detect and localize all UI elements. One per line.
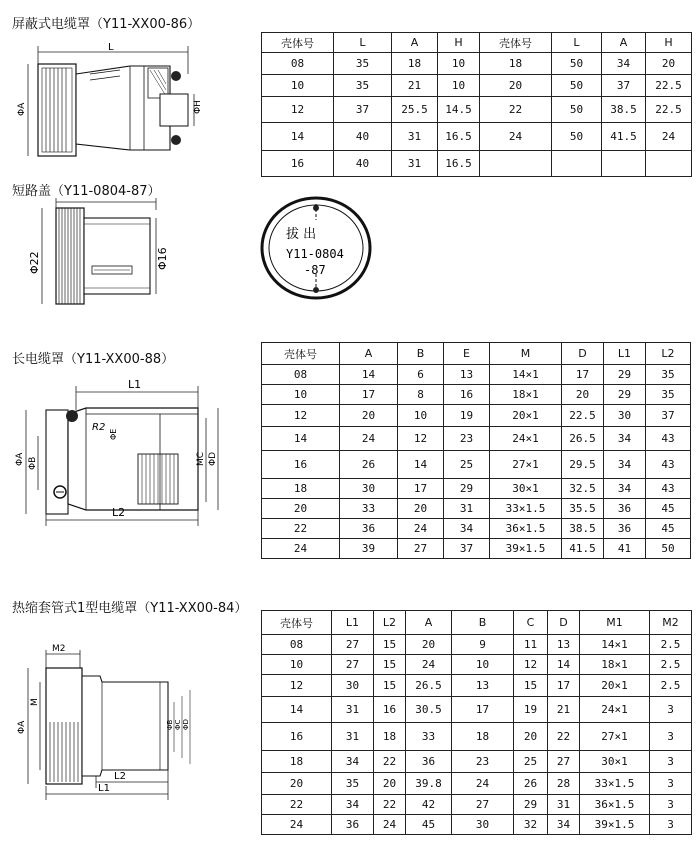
table-row <box>262 773 692 795</box>
table-cell: 33×1.5 <box>580 773 650 795</box>
table-cell: 31 <box>548 795 580 815</box>
dim-phiE: ΦE <box>109 428 118 440</box>
shielded-cable-cover-table <box>261 32 692 177</box>
table-cell: 35 <box>646 385 691 405</box>
table-cell: 34 <box>548 815 580 835</box>
table-cell: 22 <box>374 751 406 773</box>
table-cell: 35 <box>334 53 392 75</box>
table-row <box>262 655 692 675</box>
table-cell: 32.5 <box>562 479 604 499</box>
table-row <box>262 795 692 815</box>
table-header-cell: B <box>398 343 444 365</box>
table-cell: 08 <box>262 365 340 385</box>
table-cell: 35 <box>332 773 374 795</box>
section-title-long-cable-cover: 长电缆罩（Y11-XX00-88） <box>12 352 175 367</box>
table-cell: 13 <box>444 365 490 385</box>
table-cell: 22 <box>262 519 340 539</box>
table-cell: 25.5 <box>392 97 438 123</box>
table-cell: 14 <box>262 697 332 723</box>
table-cell: 24×1 <box>490 427 562 451</box>
table-cell: 12 <box>262 405 340 427</box>
table-cell: 32 <box>514 815 548 835</box>
table-cell: 17 <box>548 675 580 697</box>
table-cell: 20 <box>340 405 398 427</box>
table-row <box>262 365 691 385</box>
table-row <box>262 53 692 75</box>
table-cell: 41 <box>604 539 646 559</box>
table-row <box>262 499 691 519</box>
dim-phiH: ΦH <box>193 100 203 114</box>
table-cell: 29.5 <box>562 451 604 479</box>
table-header-cell: M <box>490 343 562 365</box>
dim-L1: L1 <box>128 378 142 391</box>
table-cell: 14 <box>548 655 580 675</box>
table-cell: 36 <box>332 815 374 835</box>
table-cell: 3 <box>650 723 692 751</box>
table-cell: 26.5 <box>562 427 604 451</box>
table-cell: 22.5 <box>646 97 692 123</box>
table-cell: 24 <box>262 815 332 835</box>
table-header-row <box>262 611 692 635</box>
dim-phiA: ΦA <box>17 102 27 116</box>
table-cell: 34 <box>444 519 490 539</box>
dim-R2: R2 <box>92 422 106 433</box>
table-cell: 33×1.5 <box>490 499 562 519</box>
table-cell: 27×1 <box>580 723 650 751</box>
table-cell: 08 <box>262 635 332 655</box>
table-cell: 18×1 <box>580 655 650 675</box>
table-cell: 36 <box>340 519 398 539</box>
table-cell: 37 <box>444 539 490 559</box>
table-cell: 34 <box>604 427 646 451</box>
table-cell: 22 <box>374 795 406 815</box>
table-cell: 16 <box>444 385 490 405</box>
table-header-cell: D <box>562 343 604 365</box>
section-title-heat-shrink-cable-cover: 热缩套管式1型电缆罩（Y11-XX00-84） <box>12 601 248 616</box>
table-cell: 38.5 <box>562 519 604 539</box>
table-cell: 25 <box>514 751 548 773</box>
table-cell: 20 <box>562 385 604 405</box>
table-cell: 12 <box>514 655 548 675</box>
table-cell: 14×1 <box>580 635 650 655</box>
table-cell: 29 <box>514 795 548 815</box>
table-cell: 33 <box>406 723 452 751</box>
dim-MC: MC <box>196 451 206 466</box>
dim-phiB: ΦB <box>166 719 174 730</box>
table-cell: 43 <box>646 451 691 479</box>
table-cell: 38.5 <box>602 97 646 123</box>
table-cell: 18 <box>262 479 340 499</box>
table-cell: 17 <box>398 479 444 499</box>
table-header-cell: L2 <box>646 343 691 365</box>
table-header-cell: A <box>392 33 438 53</box>
table-cell: 11 <box>514 635 548 655</box>
table-cell: 14.5 <box>438 97 480 123</box>
table-header-cell: A <box>340 343 398 365</box>
table-cell: 19 <box>514 697 548 723</box>
table-cell: 8 <box>398 385 444 405</box>
table-cell: 26 <box>340 451 398 479</box>
table-cell: 34 <box>332 795 374 815</box>
dim-phi22: Φ22 <box>28 251 41 274</box>
table-cell: 37 <box>334 97 392 123</box>
table-cell: 10 <box>398 405 444 427</box>
table-cell: 31 <box>332 697 374 723</box>
cap-label-pull-out: 拔 出 <box>286 227 317 242</box>
table-cell: 26 <box>514 773 548 795</box>
table-cell: 37 <box>602 75 646 97</box>
table-cell: 40 <box>334 123 392 151</box>
table-cell: 36 <box>604 519 646 539</box>
table-row <box>262 519 691 539</box>
table-row <box>262 479 691 499</box>
table-cell: 17 <box>340 385 398 405</box>
table-cell: 18 <box>262 751 332 773</box>
table-header-cell: B <box>452 611 514 635</box>
table-cell: 16 <box>262 451 340 479</box>
table-cell: 35 <box>334 75 392 97</box>
table-cell: 31 <box>392 123 438 151</box>
table-cell: 50 <box>552 75 602 97</box>
table-cell <box>480 151 552 177</box>
table-row <box>262 405 691 427</box>
cap-label-part-number: Y11-0804 <box>286 247 344 261</box>
table-row <box>262 635 692 655</box>
table-row <box>262 123 692 151</box>
dim-phiC: ΦC <box>174 719 182 730</box>
table-cell: 50 <box>646 539 691 559</box>
table-cell: 22 <box>262 795 332 815</box>
table-header-cell: M2 <box>650 611 692 635</box>
table-row <box>262 697 692 723</box>
table-cell: 10 <box>438 53 480 75</box>
table-cell: 50 <box>552 97 602 123</box>
table-cell: 17 <box>452 697 514 723</box>
table-cell: 24 <box>398 519 444 539</box>
table-cell: 22.5 <box>646 75 692 97</box>
long-cable-cover-drawing <box>10 374 230 529</box>
table-header-cell: 壳体号 <box>262 611 332 635</box>
table-cell: 27 <box>398 539 444 559</box>
table-cell: 31 <box>444 499 490 519</box>
table-cell: 20 <box>646 53 692 75</box>
dim-phiD: ΦD <box>182 719 190 730</box>
table-header-row <box>262 33 692 53</box>
table-header-cell: L2 <box>374 611 406 635</box>
short-circuit-cap-side-drawing <box>16 196 169 311</box>
table-cell: 34 <box>604 479 646 499</box>
dim-M2: M2 <box>52 644 66 654</box>
table-cell: 2.5 <box>650 655 692 675</box>
table-cell: 24 <box>374 815 406 835</box>
table-cell: 24 <box>262 539 340 559</box>
table-cell: 33 <box>340 499 398 519</box>
table-cell: 43 <box>646 479 691 499</box>
table-cell: 14 <box>398 451 444 479</box>
table-cell: 14×1 <box>490 365 562 385</box>
table-cell: 27 <box>548 751 580 773</box>
table-cell: 20 <box>406 635 452 655</box>
table-cell: 12 <box>262 97 334 123</box>
table-cell: 31 <box>332 723 374 751</box>
table-cell: 21 <box>392 75 438 97</box>
table-cell: 14 <box>262 427 340 451</box>
table-cell: 22.5 <box>562 405 604 427</box>
table-cell: 36 <box>604 499 646 519</box>
table-cell: 20 <box>480 75 552 97</box>
table-cell: 45 <box>406 815 452 835</box>
dim-L2: L2 <box>114 771 126 782</box>
table-cell: 16.5 <box>438 123 480 151</box>
table-row <box>262 385 691 405</box>
section-title-shielded-cable-cover: 屏蔽式电缆罩（Y11-XX00-86） <box>12 17 201 32</box>
table-cell: 24×1 <box>580 697 650 723</box>
table-cell: 29 <box>604 385 646 405</box>
table-cell: 26.5 <box>406 675 452 697</box>
table-cell: 6 <box>398 365 444 385</box>
section-title-short-circuit-cap: 短路盖（Y11-0804-87） <box>12 184 161 199</box>
table-cell: 13 <box>452 675 514 697</box>
table-cell: 08 <box>262 53 334 75</box>
table-cell: 10 <box>262 75 334 97</box>
table-header-cell: H <box>438 33 480 53</box>
dim-phiD: ΦD <box>208 451 218 466</box>
table-cell: 24 <box>646 123 692 151</box>
table-cell: 3 <box>650 815 692 835</box>
heat-shrink-cable-cover-drawing <box>10 642 200 802</box>
table-cell: 20×1 <box>580 675 650 697</box>
table-cell: 13 <box>548 635 580 655</box>
table-cell: 10 <box>452 655 514 675</box>
table-cell: 18 <box>452 723 514 751</box>
table-cell: 12 <box>262 675 332 697</box>
table-cell: 23 <box>444 427 490 451</box>
table-cell: 29 <box>444 479 490 499</box>
table-row <box>262 675 692 697</box>
table-cell: 50 <box>552 123 602 151</box>
table-cell: 19 <box>444 405 490 427</box>
table-cell: 22 <box>548 723 580 751</box>
table-cell: 16.5 <box>438 151 480 177</box>
table-cell: 20×1 <box>490 405 562 427</box>
dim-phiB: ΦB <box>28 456 38 470</box>
table-cell: 20 <box>262 773 332 795</box>
table-cell: 41.5 <box>602 123 646 151</box>
table-cell: 41.5 <box>562 539 604 559</box>
table-header-cell: L1 <box>604 343 646 365</box>
table-cell: 16 <box>262 723 332 751</box>
table-cell: 25 <box>444 451 490 479</box>
table-row <box>262 751 692 773</box>
table-row <box>262 427 691 451</box>
table-cell: 39×1.5 <box>490 539 562 559</box>
table-row <box>262 151 692 177</box>
table-cell: 42 <box>406 795 452 815</box>
table-cell: 3 <box>650 773 692 795</box>
table-cell: 30×1 <box>490 479 562 499</box>
table-cell: 15 <box>514 675 548 697</box>
shielded-cable-cover-drawing <box>10 40 203 160</box>
table-header-row <box>262 343 691 365</box>
dim-M: M <box>30 698 40 706</box>
table-cell: 16 <box>262 151 334 177</box>
cap-label-suffix: -87 <box>304 263 326 277</box>
table-cell: 24 <box>406 655 452 675</box>
table-header-cell: L <box>552 33 602 53</box>
short-circuit-cap-front-drawing <box>258 194 378 304</box>
table-cell: 31 <box>392 151 438 177</box>
table-header-cell: L1 <box>332 611 374 635</box>
table-cell: 30 <box>604 405 646 427</box>
table-row <box>262 723 692 751</box>
heat-shrink-cable-cover-table <box>261 610 692 835</box>
table-header-cell: A <box>602 33 646 53</box>
dim-phi16: Φ16 <box>156 247 169 270</box>
table-cell: 39.8 <box>406 773 452 795</box>
table-cell: 40 <box>334 151 392 177</box>
table-cell: 30.5 <box>406 697 452 723</box>
table-row <box>262 539 691 559</box>
table-cell: 17 <box>562 365 604 385</box>
table-cell: 21 <box>548 697 580 723</box>
table-cell: 30×1 <box>580 751 650 773</box>
table-header-cell: 壳体号 <box>480 33 552 53</box>
dim-L2: L2 <box>112 506 126 519</box>
table-cell: 10 <box>262 385 340 405</box>
table-cell: 9 <box>452 635 514 655</box>
table-cell: 35 <box>646 365 691 385</box>
table-row <box>262 97 692 123</box>
table-cell: 27 <box>452 795 514 815</box>
table-cell <box>602 151 646 177</box>
table-header-cell: A <box>406 611 452 635</box>
table-cell: 45 <box>646 499 691 519</box>
table-cell: 37 <box>646 405 691 427</box>
table-header-cell: E <box>444 343 490 365</box>
table-cell: 39 <box>340 539 398 559</box>
table-cell: 30 <box>340 479 398 499</box>
table-cell: 14 <box>340 365 398 385</box>
table-header-cell: 壳体号 <box>262 343 340 365</box>
table-cell: 43 <box>646 427 691 451</box>
dim-phiA: ΦA <box>15 452 25 466</box>
table-cell: 12 <box>398 427 444 451</box>
table-cell: 3 <box>650 697 692 723</box>
table-cell: 36×1.5 <box>490 519 562 539</box>
table-header-cell: D <box>548 611 580 635</box>
table-cell: 28 <box>548 773 580 795</box>
table-cell: 15 <box>374 655 406 675</box>
table-cell: 27 <box>332 635 374 655</box>
table-cell <box>552 151 602 177</box>
table-cell: 10 <box>438 75 480 97</box>
table-cell: 18 <box>374 723 406 751</box>
table-cell: 34 <box>602 53 646 75</box>
long-cable-cover-table <box>261 342 691 559</box>
table-cell: 3 <box>650 751 692 773</box>
table-cell: 23 <box>452 751 514 773</box>
table-cell: 15 <box>374 675 406 697</box>
table-cell: 20 <box>374 773 406 795</box>
table-cell: 35.5 <box>562 499 604 519</box>
table-cell: 18 <box>392 53 438 75</box>
table-row <box>262 75 692 97</box>
table-row <box>262 451 691 479</box>
table-cell: 2.5 <box>650 675 692 697</box>
table-cell: 45 <box>646 519 691 539</box>
table-header-cell: C <box>514 611 548 635</box>
table-cell: 10 <box>262 655 332 675</box>
table-cell: 34 <box>604 451 646 479</box>
table-cell: 20 <box>398 499 444 519</box>
table-cell: 20 <box>262 499 340 519</box>
table-cell: 27×1 <box>490 451 562 479</box>
table-cell: 16 <box>374 697 406 723</box>
table-cell: 24 <box>480 123 552 151</box>
table-cell: 24 <box>340 427 398 451</box>
table-cell: 36 <box>406 751 452 773</box>
table-cell: 22 <box>480 97 552 123</box>
table-cell: 39×1.5 <box>580 815 650 835</box>
table-cell: 20 <box>514 723 548 751</box>
table-cell: 27 <box>332 655 374 675</box>
table-cell: 18 <box>480 53 552 75</box>
table-row <box>262 815 692 835</box>
table-cell: 3 <box>650 795 692 815</box>
table-header-cell: 壳体号 <box>262 33 334 53</box>
table-cell: 29 <box>604 365 646 385</box>
dim-phiA: ΦA <box>17 720 27 734</box>
table-cell: 30 <box>332 675 374 697</box>
table-cell: 24 <box>452 773 514 795</box>
table-header-cell: L <box>334 33 392 53</box>
table-cell: 14 <box>262 123 334 151</box>
table-cell: 15 <box>374 635 406 655</box>
dim-L: L <box>108 42 114 53</box>
table-cell: 50 <box>552 53 602 75</box>
table-cell: 18×1 <box>490 385 562 405</box>
table-cell: 30 <box>452 815 514 835</box>
table-cell: 2.5 <box>650 635 692 655</box>
table-cell <box>646 151 692 177</box>
table-header-cell: H <box>646 33 692 53</box>
table-cell: 34 <box>332 751 374 773</box>
dim-L1: L1 <box>98 783 110 794</box>
table-header-cell: M1 <box>580 611 650 635</box>
table-cell: 36×1.5 <box>580 795 650 815</box>
